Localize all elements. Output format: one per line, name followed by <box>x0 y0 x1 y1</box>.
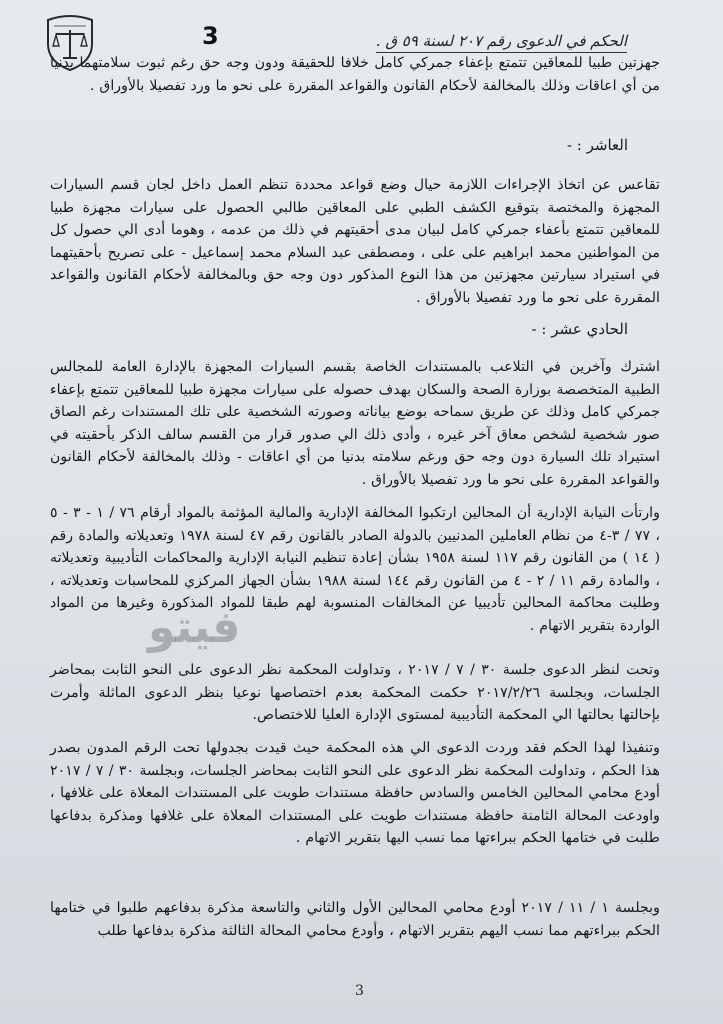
paragraph-3: اشترك وآخرين في التلاعب بالمستندات الخاصة بقسم السيارات المجهزة بالإدارة العامة للمجالس الطبية المتخصصة بوزارة الصحة والسكان بهدف حصوله على سيارات مجهزة طبيا للمعاقين تتمتع بإعفاء جمركي كامل وذلك عن طريق سماحه بوضع بياناته وصورته الشخصية على تلك المستندات رغم الصاق صور شخصية لشخص معاق آخر غيره ، وأدى ذلك الي صدور قرار من القسم سالف الذكر بأحقيته في استيراد تلك السيارة دون وجه حق ورغم سلامته بدنيا من أي اعاقات - وذلك بالمخالفة لأحكام القانون والقواعد المقررة على نحو ما ورد تفصيلا بالأوراق . <box>50 359 660 488</box>
watermark-logo: فيتو <box>148 602 241 653</box>
paragraph-6: وتنفيذا لهذا الحكم فقد وردت الدعوى الي هذه المحكمة حيث قيدت بجدولها تحت الرقم المدون بصدر هذا الحكم ، وتداولت المحكمة نظر الدعوى على النحو الثابت بمحاضر الجلسات، وبجلسة ٣٠ / ٧ / ٢٠١٧ أودع محامي المحالين الخامس والسادس حافظة مستندات طويت على المستندات المعلاة على غلافها ، واودعت المحالة الثامنة حافظة مستندات طويت على المستندات المعلاة على غلافها ومذكرة بدفاعها طلبت في ختامها الحكم ببراءتها مما نسب اليها بتقرير الاتهام . <box>50 740 660 847</box>
page-marker: 3 <box>202 22 219 50</box>
section-heading-eleventh: الحادي عشر : - <box>531 320 628 338</box>
section-heading-tenth: العاشر : - <box>566 136 628 154</box>
page-number: 3 <box>355 983 364 999</box>
paragraph-2: تقاعس عن اتخاذ الإجراءات اللازمة حيال وضع قواعد محددة تنظم العمل داخل لجان قسم السيارات المجهزة والمختصة بتوقيع الكشف الطبي على المعاقين طالبي الحصول على سيارات مجهزة طبيا للمعاقين تتمتع بأعفاء جمركي كامل لبيان مدى أحقيتهم في ذلك من عدمه ، وهوما أدى الي حصول كل من المواطنين محمد ابراهيم على على ، ومصطفى عبد السلام محمد إسماعيل - على تصريح بأحقيتهما في استيراد سيارتين مجهزتين من هذا النوع المذكور دون وجه حق وبالمخالفة لأحكام القانون والقواعد المقررة على نحو ما ورد تفصيلا بالأوراق . <box>50 177 660 306</box>
paragraph-7: وبجلسة ١ / ١١ / ٢٠١٧ أودع محامي المحالين الأول والثاني والتاسعة مذكرة بدفاعهم طلبوا في ختامها الحكم ببراءتهم مما نسب اليهم بتقرير الاتهام ، وأودع محامي المحالة الثالثة مذكرة بدفاعها طلب <box>50 900 660 939</box>
paragraph-5: وتحت لنظر الدعوى جلسة ٣٠ / ٧ / ٢٠١٧ ، وتداولت المحكمة نظر الدعوى على النحو الثابت بمحاضر الجلسات، وبجلسة ٢٠١٧/٢/٢٦ حكمت المحكمة بعدم اختصاصها نوعيا بنظر الدعوى الماثلة وأمرت بإحالتها بحالتها الي المحكمة التأديبية لمستوى الإدارة العليا للاختصاص. <box>50 662 660 724</box>
paragraph-4: وارتأت النيابة الإدارية أن المحالين ارتكبوا المخالفة الإدارية والمالية المؤثمة بالمواد أرقام ٧٦ / ١ - ٣ - ٥ ، ٧٧ / ٣-٤ من نظام العاملين المدنيين بالدولة الصادر بالقانون رقم ٤٧ لسنة ١٩٧٨ وتعديلاته والمادة رقم ( ١٤ ) من القانون رقم ١١٧ لسنة ١٩٥٨ بشأن إعادة تنظيم النيابة الإدارية والمحاكمات التأديبية وتعديلاته ، والمادة رقم ١١ / ٢ - ٤ من القانون رقم ١٤٤ لسنة ١٩٨٨ بشأن الجهاز المركزي للمحاسبات وتعديلاته ، وطلبت محاكمة المحالين تأديبيا عن المخالفات المنسوبة لهم طبقا للمواد المذكورة وغيرها من المواد الواردة بتقرير الاتهام . <box>50 505 660 634</box>
paragraph-1: جهزتين طبيا للمعاقين تتمتع بإعفاء جمركي كامل خلافا للحقيقة ودون وجه حق رغم ثبوت سلامتهما بدنيا من أي اعاقات وذلك بالمخالفة لأحكام القانون والقواعد المقررة على نحو ما ورد تفصيلا بالأوراق . <box>50 55 660 94</box>
case-title: الحكم في الدعوى رقم ٢٠٧ لسنة ٥٩ ق . <box>376 32 627 53</box>
